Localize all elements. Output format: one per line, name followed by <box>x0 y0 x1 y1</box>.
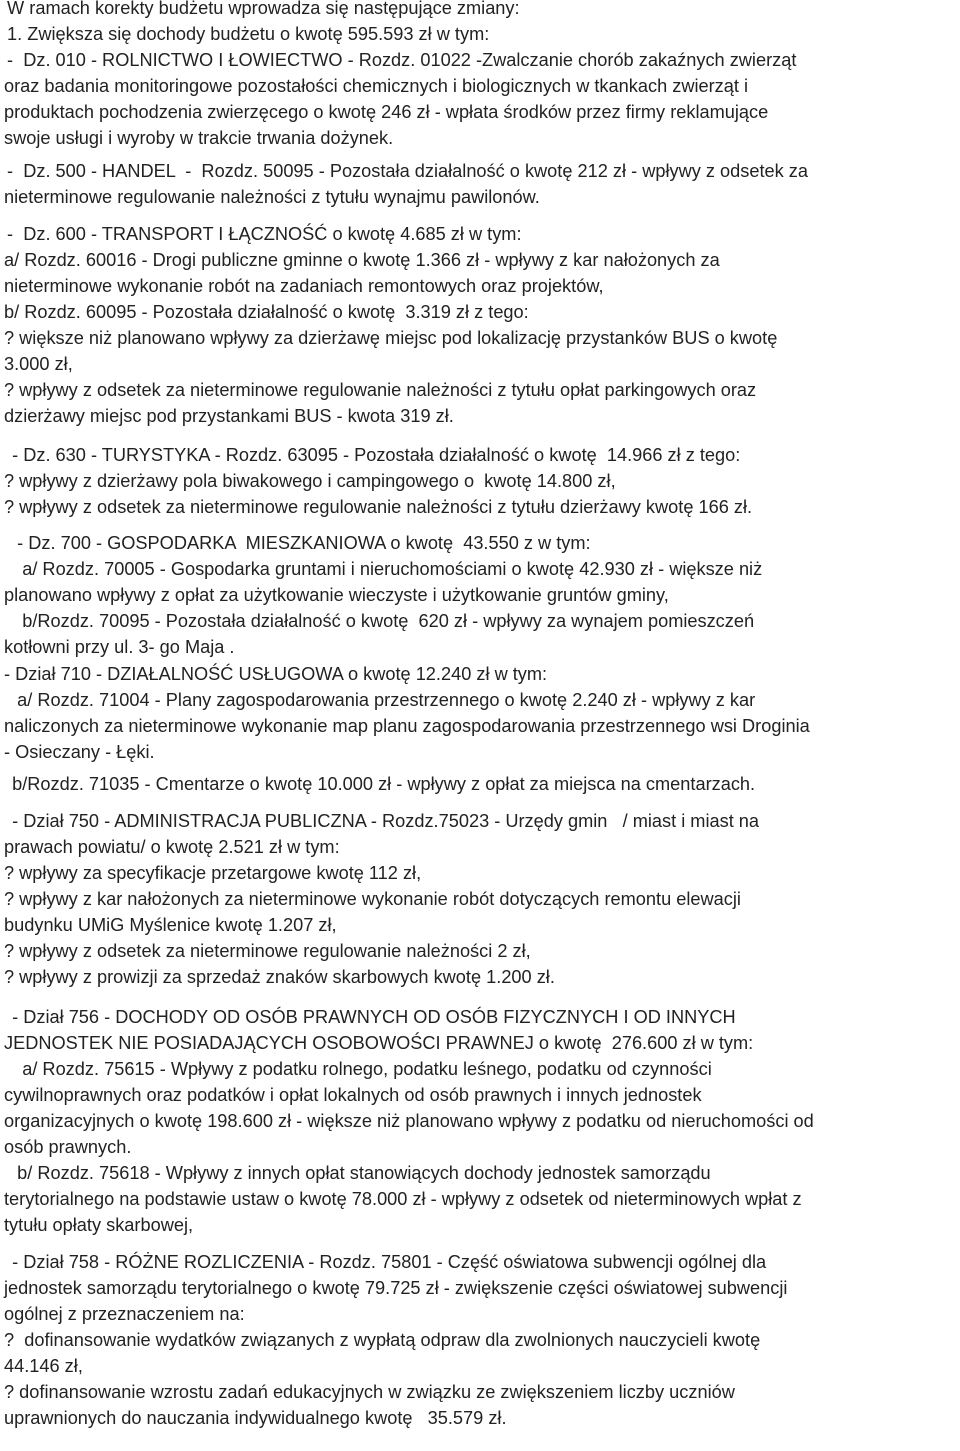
text-line: oraz badania monitoringowe pozostałości chemicznych i biologicznych w tkankach zwierząt i <box>4 76 749 96</box>
text-line: ? wpływy z kar nałożonych za nieterminowe wykonanie robót dotyczących remontu elewacji <box>4 889 741 909</box>
text-line: 44.146 zł, <box>4 1356 83 1376</box>
text-line: planowano wpływy z opłat za użytkowanie wieczyste i użytkowanie gruntów gminy, <box>4 585 669 605</box>
text-line: ? wpływy z prowizji za sprzedaż znaków skarbowych kwotę 1.200 zł. <box>4 967 555 987</box>
text-line: b/ Rozdz. 60095 - Pozostała działalność o kwotę 3.319 zł z tego: <box>4 302 529 322</box>
text-line: uprawnionych do nauczania indywidualnego kwotę 35.579 zł. <box>4 1408 507 1428</box>
text-line: ? wpływy za specyfikacje przetargowe kwotę 112 zł, <box>4 863 422 883</box>
text-line: nieterminowe wykonanie robót na zadaniach remontowych oraz projektów, <box>4 276 604 296</box>
text-line: W ramach korekty budżetu wprowadza się następujące zmiany: <box>2 0 520 18</box>
text-line: ? wpływy z dzierżawy pola biwakowego i campingowego o kwotę 14.800 zł, <box>4 471 616 491</box>
text-line: a/ Rozdz. 75615 - Wpływy z podatku rolnego, podatku leśnego, podatku od czynności <box>2 1059 712 1079</box>
text-line: ogólnej z przeznaczeniem na: <box>4 1304 245 1324</box>
text-line: ? większe niż planowano wpływy za dzierżawę miejsc pod lokalizację przystanków BUS o kwotę <box>4 328 778 348</box>
text-line: osób prawnych. <box>4 1137 132 1157</box>
text-line: ? dofinansowanie wydatków związanych z wypłatą odpraw dla zwolnionych nauczycieli kwotę <box>4 1330 761 1350</box>
text-line: kotłowni przy ul. 3- go Maja . <box>4 637 235 657</box>
text-line: - Dz. 700 - GOSPODARKA MIESZKANIOWA o kwotę 43.550 z w tym: <box>2 533 591 553</box>
text-line: - Dz. 600 - TRANSPORT I ŁĄCZNOŚĆ o kwotę 4.685 zł w tym: <box>2 224 522 244</box>
text-line: cywilnoprawnych oraz podatków i opłat lokalnych od osób prawnych i innych jednostek <box>4 1085 702 1105</box>
text-line: b/Rozdz. 71035 - Cmentarze o kwotę 10.000 zł - wpływy z opłat za miejsca na cmentarzach. <box>2 774 756 794</box>
text-line: b/Rozdz. 70095 - Pozostała działalność o kwotę 620 zł - wpływy za wynajem pomieszczeń <box>2 611 755 631</box>
text-line: 1. Zwiększa się dochody budżetu o kwotę 595.593 zł w tym: <box>2 24 490 44</box>
text-line: 3.000 zł, <box>4 354 73 374</box>
text-line: - Osieczany - Łęki. <box>4 742 155 762</box>
text-line: a/ Rozdz. 71004 - Plany zagospodarowania przestrzennego o kwotę 2.240 zł - wpływy z kar <box>2 690 756 710</box>
text-line: - Dział 710 - DZIAŁALNOŚĆ USŁUGOWA o kwotę 12.240 zł w tym: <box>4 664 548 684</box>
text-line: budynku UMiG Myślenice kwotę 1.207 zł, <box>4 915 337 935</box>
text-line: - Dział 750 - ADMINISTRACJA PUBLICZNA - Rozdz.75023 - Urzędy gmin / miast i miast na <box>2 811 760 831</box>
text-line: - Dz. 500 - HANDEL - Rozdz. 50095 - Pozostała działalność o kwotę 212 zł - wpływy z odsetek za <box>2 161 808 181</box>
text-line: - Dział 756 - DOCHODY OD OSÓB PRAWNYCH OD OSÓB FIZYCZNYCH I OD INNYCH <box>2 1007 736 1027</box>
text-line: ? wpływy z odsetek za nieterminowe regulowanie należności z tytułu dzierżawy kwotę 166 zł. <box>4 497 753 517</box>
text-line: a/ Rozdz. 70005 - Gospodarka gruntami i nieruchomościami o kwotę 42.930 zł - większe niż <box>2 559 763 579</box>
text-line: nieterminowe regulowanie należności z tytułu wynajmu pawilonów. <box>4 187 540 207</box>
text-line: jednostek samorządu terytorialnego o kwotę 79.725 zł - zwiększenie części oświatowej subwencji <box>4 1278 788 1298</box>
text-line: JEDNOSTEK NIE POSIADAJĄCYCH OSOBOWOŚCI PRAWNEJ o kwotę 276.600 zł w tym: <box>4 1033 754 1053</box>
text-line: swoje usługi i wyroby w trakcie trwania dożynek. <box>4 128 394 148</box>
text-line: - Dział 758 - RÓŻNE ROZLICZENIA - Rozdz. 75801 - Część oświatowa subwencji ogólnej dla <box>2 1252 767 1272</box>
text-line: produktach pochodzenia zwierzęcego o kwotę 246 zł - wpłata środków przez firmy reklamujące <box>4 102 769 122</box>
text-line: organizacyjnych o kwotę 198.600 zł - większe niż planowano wpływy z podatku od nieruchomości od <box>4 1111 814 1131</box>
text-line: dzierżawy miejsc pod przystankami BUS - kwota 319 zł. <box>4 406 454 426</box>
text-line: prawach powiatu/ o kwotę 2.521 zł w tym: <box>4 837 340 857</box>
text-line: tytułu opłaty skarbowej, <box>4 1215 194 1235</box>
text-line: - Dz. 630 - TURYSTYKA - Rozdz. 63095 - Pozostała działalność o kwotę 14.966 zł z tego: <box>2 445 741 465</box>
text-line: ? dofinansowanie wzrostu zadań edukacyjnych w związku ze zwiększeniem liczby uczniów <box>4 1382 735 1402</box>
text-line: ? wpływy z odsetek za nieterminowe regulowanie należności 2 zł, <box>4 941 531 961</box>
text-line: terytorialnego na podstawie ustaw o kwotę 78.000 zł - wpływy z odsetek od nieterminowych wpłat z <box>4 1189 802 1209</box>
text-line: ? wpływy z odsetek za nieterminowe regulowanie należności z tytułu opłat parkingowych oraz <box>4 380 757 400</box>
text-line: b/ Rozdz. 75618 - Wpływy z innych opłat stanowiących dochody jednostek samorządu <box>2 1163 711 1183</box>
text-line: a/ Rozdz. 60016 - Drogi publiczne gminne o kwotę 1.366 zł - wpływy z kar nałożonych za <box>4 250 720 270</box>
text-line: naliczonych za nieterminowe wykonanie map planu zagospodarowania przestrzennego wsi Droginia <box>4 716 810 736</box>
text-line: - Dz. 010 - ROLNICTWO I ŁOWIECTWO - Rozdz. 01022 -Zwalczanie chorób zakaźnych zwierząt <box>2 50 797 70</box>
